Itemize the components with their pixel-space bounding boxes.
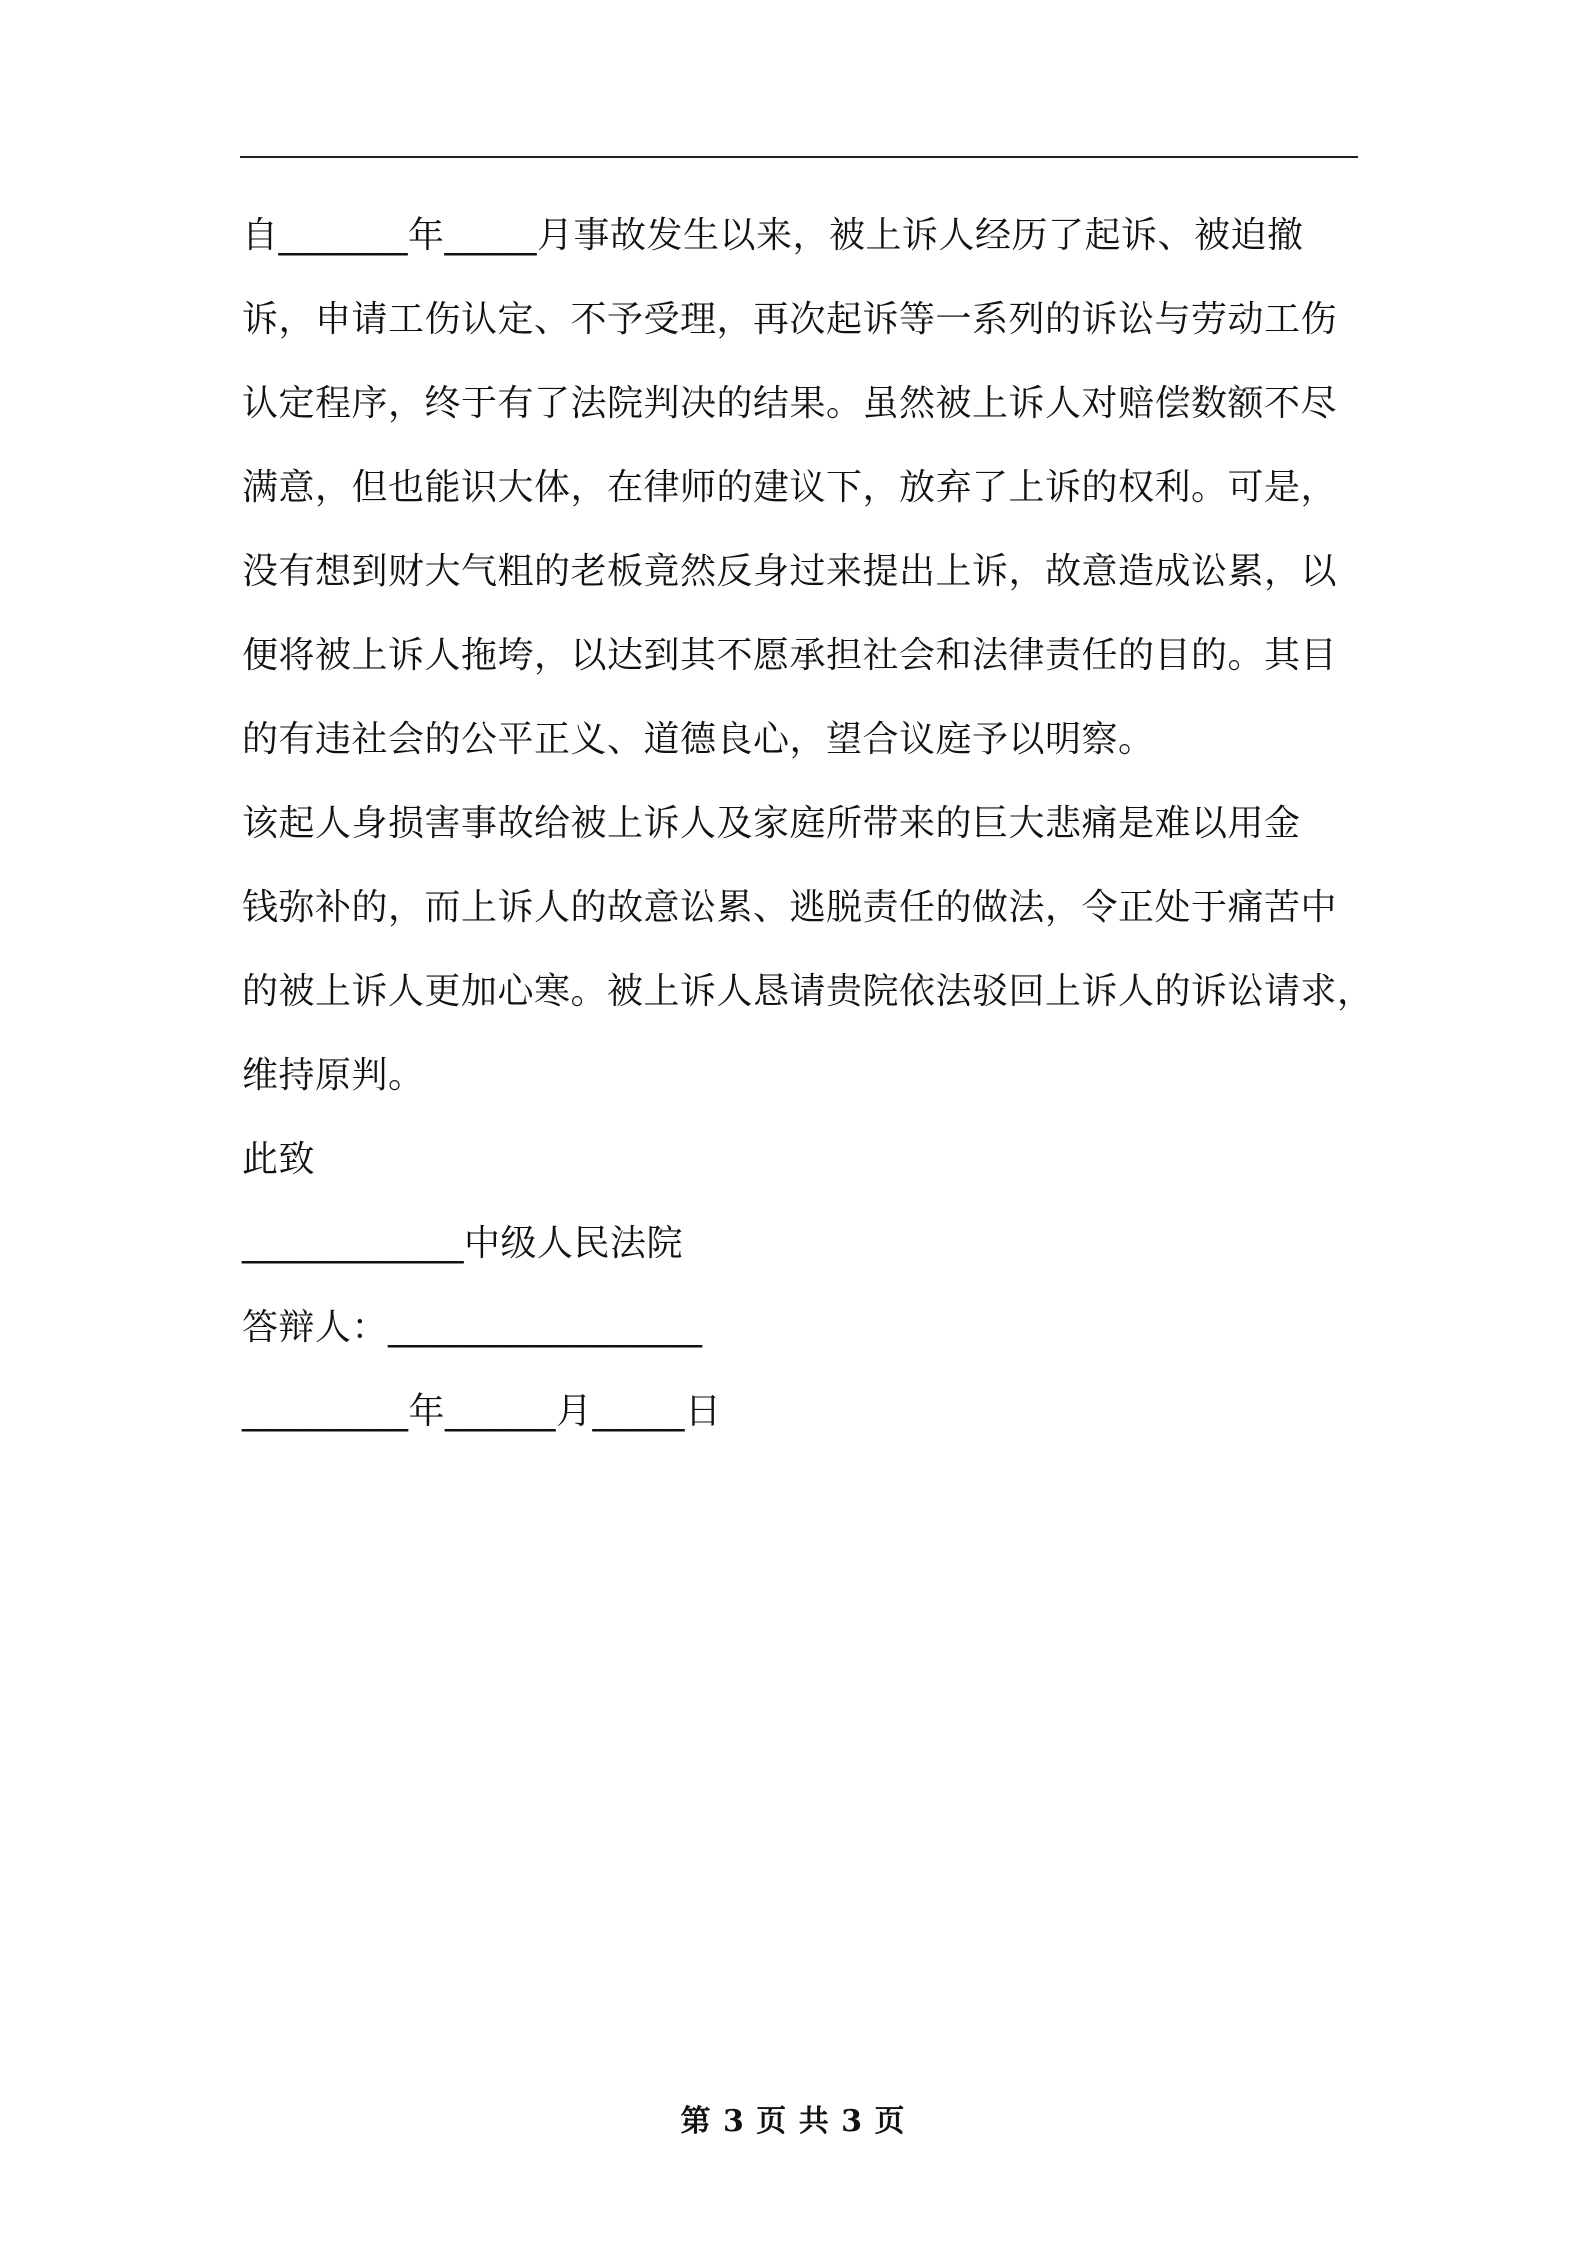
text-line: 满意，但也能识大体，在律师的建议下，放弃了上诉的权利。可是， [242, 467, 1338, 508]
text-line: 便将被上诉人拖垮，以达到其不愿承担社会和法律责任的目的。其目 [242, 635, 1338, 676]
page-number-footer: 第 3 页 共 3 页 [680, 2104, 906, 2139]
closing-salutation: 此致 [242, 1139, 316, 1180]
paragraph-1 [242, 194, 1372, 782]
date-line: _________年______月_____日 [242, 1391, 722, 1432]
text-line: 钱弥补的，而上诉人的故意讼累、逃脱责任的做法，令正处于痛苦中 [242, 887, 1338, 928]
document-body [242, 194, 1372, 1454]
text-line: 没有想到财大气粗的老板竟然反身过来提出上诉，故意造成讼累，以 [242, 551, 1338, 592]
court-line: ____________中级人民法院 [242, 1223, 684, 1264]
respondent-signature-line: 答辩人：_________________ [242, 1307, 703, 1348]
paragraph-2 [242, 782, 1372, 1118]
text-line: 的被上诉人更加心寒。被上诉人恳请贵院依法驳回上诉人的诉讼请求， [242, 971, 1374, 1012]
text-line: 该起人身损害事故给被上诉人及家庭所带来的巨大悲痛是难以用金 [242, 803, 1301, 844]
text-line: 的有违社会的公平正义、道德良心，望合议庭予以明察。 [242, 719, 1155, 760]
text-line: 维持原判。 [242, 1055, 425, 1096]
text-line: 自_______年_____月事故发生以来，被上诉人经历了起诉、被迫撤 [242, 215, 1304, 256]
text-line: 认定程序，终于有了法院判决的结果。虽然被上诉人对赔偿数额不尽 [242, 383, 1338, 424]
header-divider [240, 156, 1358, 158]
text-line: 诉，申请工伤认定、不予受理，再次起诉等一系列的诉讼与劳动工伤 [242, 299, 1338, 340]
